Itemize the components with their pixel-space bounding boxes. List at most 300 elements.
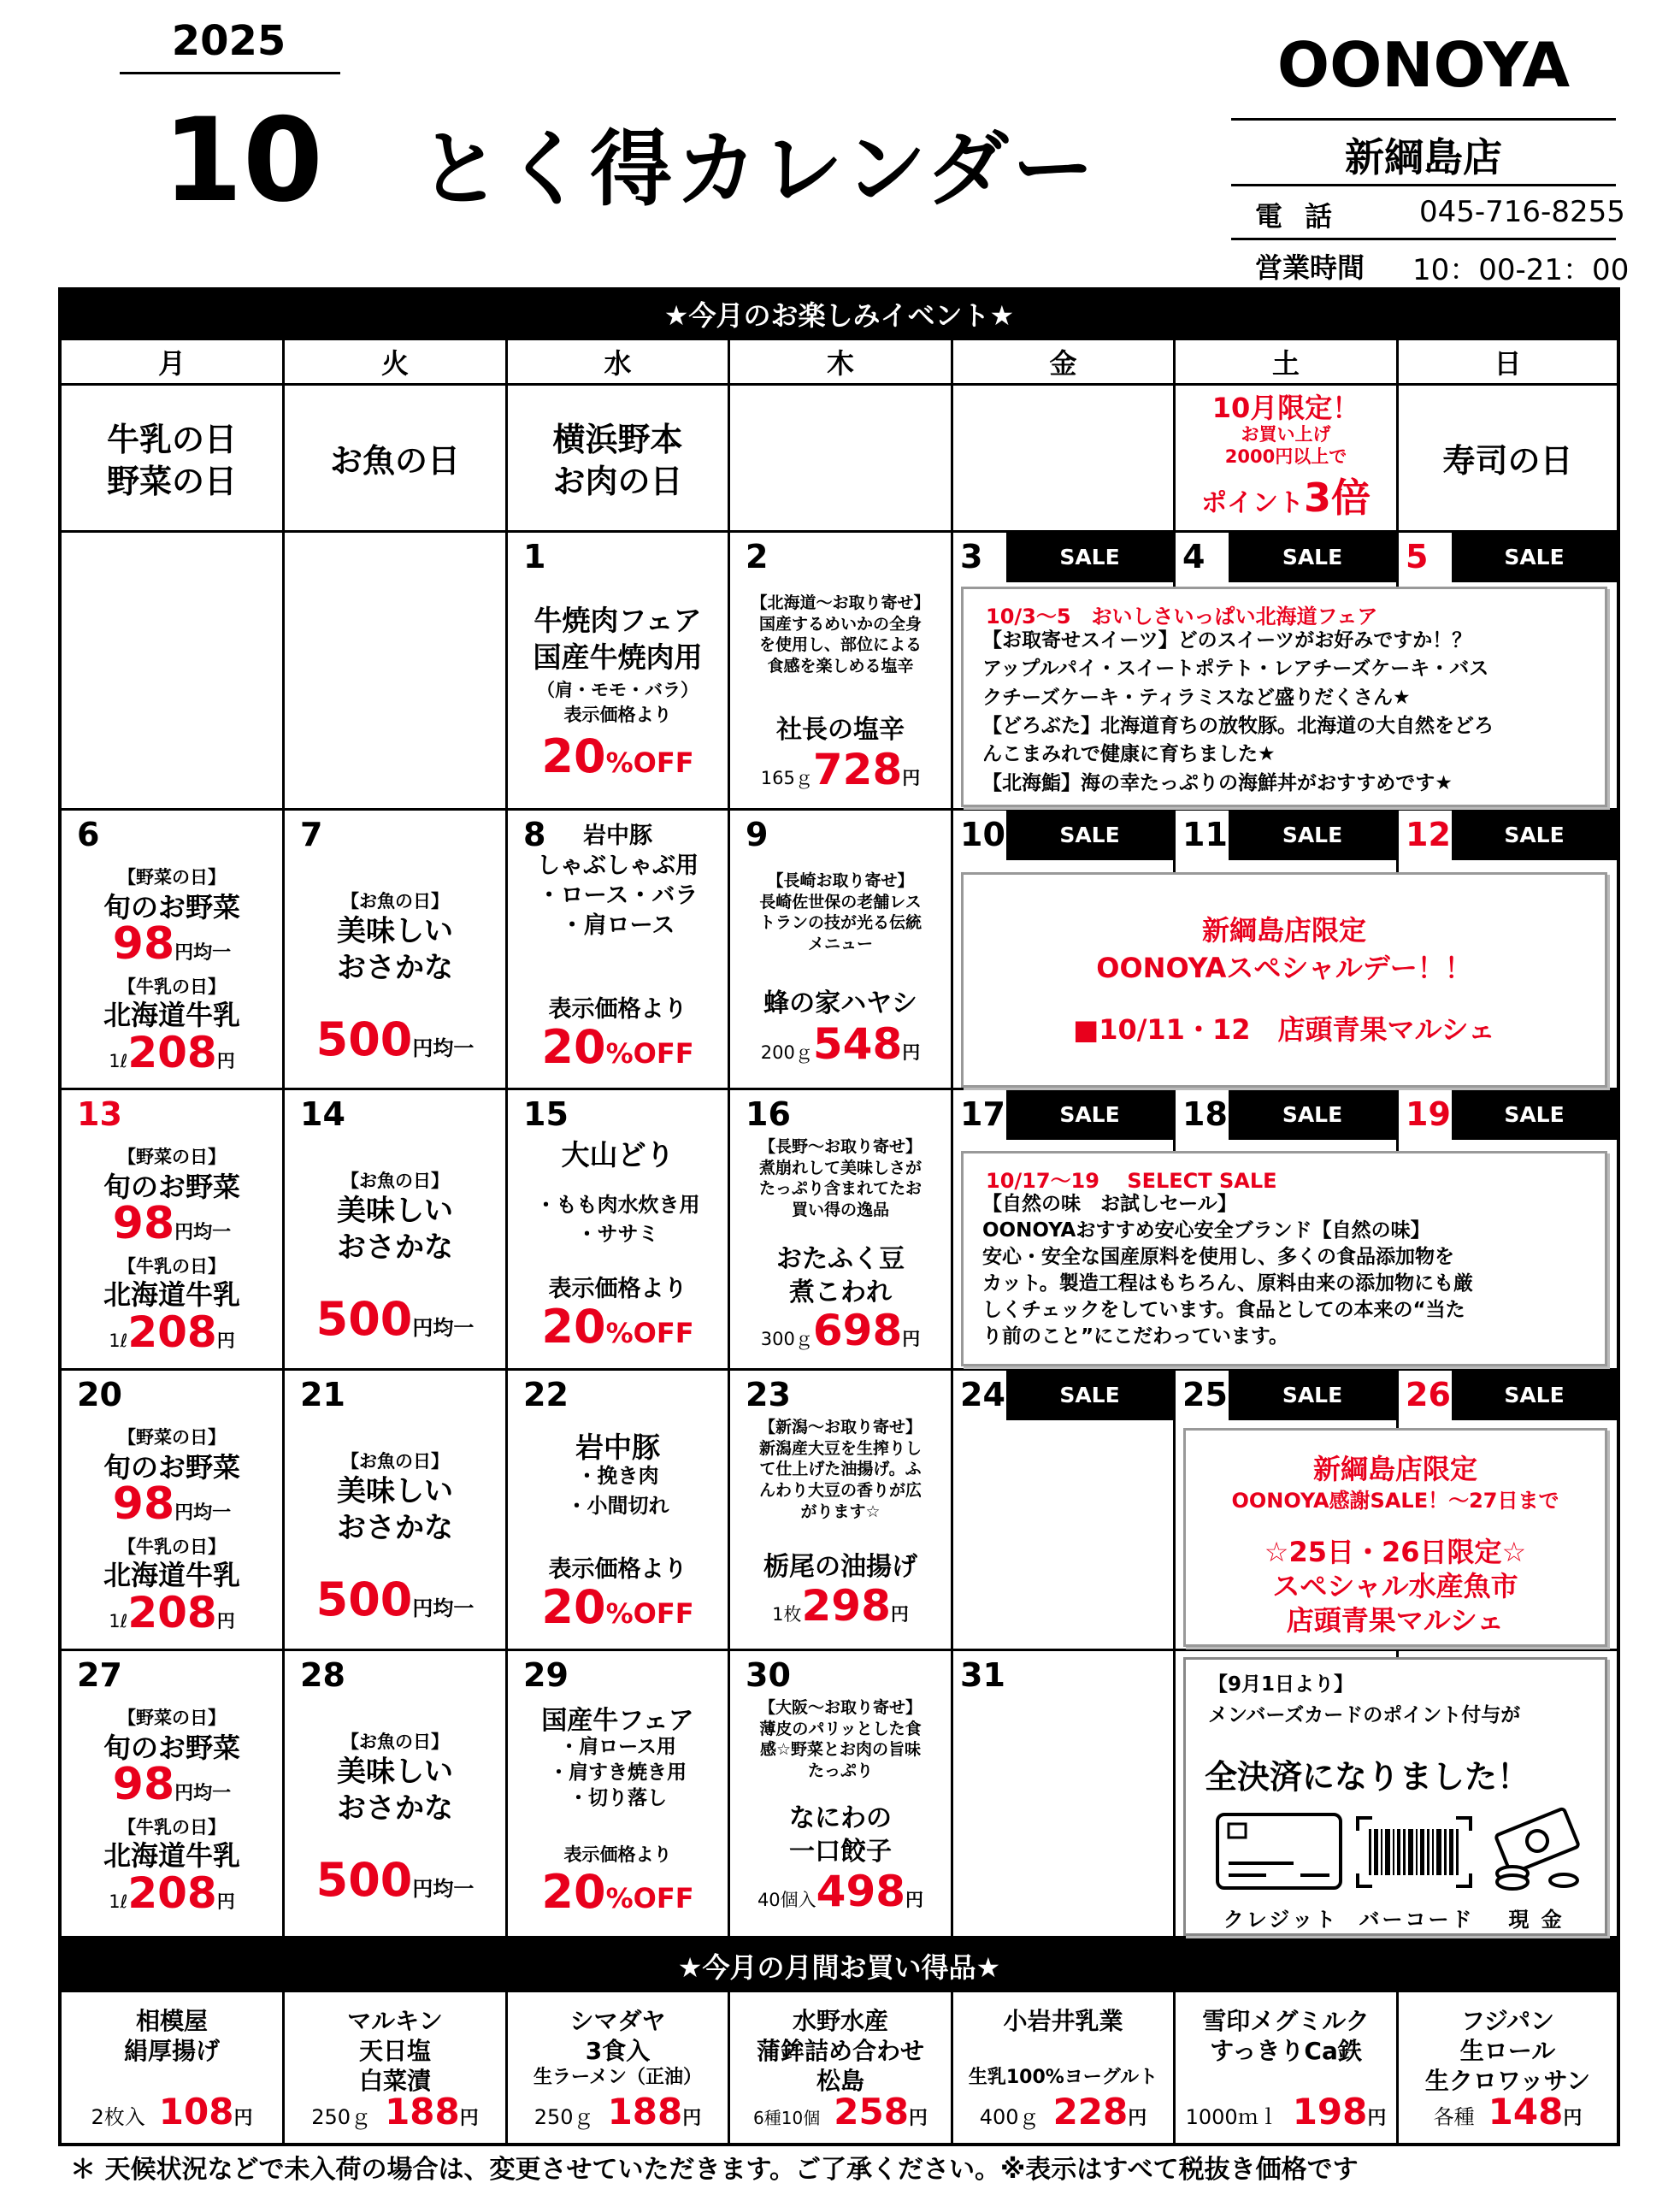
cash-label: 現 金 xyxy=(1508,1908,1565,1932)
item-name: なにわの xyxy=(789,1803,892,1833)
promo-text: 表示価格より xyxy=(563,1844,672,1865)
item-tag: 【お魚の日】 xyxy=(341,1732,449,1752)
item-tag: 【野菜の日】 xyxy=(118,867,226,888)
item-tag: 【長野～お取り寄せ】 xyxy=(758,1137,922,1156)
sale-badge: SALE xyxy=(1229,1371,1396,1420)
sale-badge: SALE xyxy=(1452,533,1617,582)
item-name: 社長の塩辛 xyxy=(776,715,905,745)
day-cell xyxy=(953,533,1173,584)
day-number: 30 xyxy=(746,1656,791,1694)
day-number: 2 xyxy=(746,538,769,575)
sale-badge: SALE xyxy=(1229,533,1396,582)
weekday-fri: 金 xyxy=(1049,347,1077,380)
day-cell xyxy=(953,1371,1173,1422)
box-text: んこまみれで健康に育ちました★ xyxy=(982,743,1276,766)
deal-item xyxy=(1399,1994,1617,2146)
day-cell xyxy=(285,1651,505,1936)
day-cell xyxy=(62,1371,282,1649)
box-text: 【9月1日より】 xyxy=(1208,1673,1354,1696)
day-number: 22 xyxy=(523,1376,569,1413)
item-desc: メニュー xyxy=(807,935,873,954)
item-tag: 【牛乳の日】 xyxy=(118,1537,226,1557)
box-title: 新綱島店限定 xyxy=(1201,914,1366,947)
day-number: 4 xyxy=(1182,538,1205,575)
day-cell xyxy=(1399,1090,1617,1142)
day-cell xyxy=(285,1371,505,1649)
promo-text: ・ロース・バラ xyxy=(537,882,699,910)
deal-text xyxy=(953,2036,1173,2066)
item-desc: たっぷり xyxy=(807,1761,873,1781)
box-text: 【どろぶた】北海道育ちの放牧豚。北海道の大自然をどろ xyxy=(982,715,1494,738)
price-unit: 円 xyxy=(902,1042,921,1063)
item-tag: 【北海道～お取り寄せ】 xyxy=(751,593,930,612)
day-cell xyxy=(508,811,728,1088)
box-text: アップルパイ・スイートポテト・レアチーズケーキ・バス xyxy=(982,658,1489,681)
price-unit: 円均一 xyxy=(174,942,232,964)
day-cell xyxy=(1399,811,1617,862)
promo-text: ・切り落し xyxy=(569,1786,667,1809)
day-number: 17 xyxy=(960,1095,1005,1133)
discount-value: 20 xyxy=(541,1300,606,1354)
deal-size: 400ｇ xyxy=(979,2105,1040,2129)
tel-label: 電話 xyxy=(1255,200,1355,233)
price-unit: 円 xyxy=(905,1890,924,1910)
day-number: 11 xyxy=(1182,816,1228,853)
day-cell xyxy=(62,811,282,1088)
discount-unit: %OFF xyxy=(605,746,694,779)
hokkaido-fair-box xyxy=(961,587,1607,807)
barcode-label: バーコード xyxy=(1359,1908,1475,1932)
day-cell xyxy=(730,1651,951,1936)
item-size: 1枚 xyxy=(772,1604,802,1625)
credit-label: クレジット xyxy=(1223,1908,1339,1932)
day-number: 16 xyxy=(746,1095,791,1133)
deal-text: 生ロール xyxy=(1459,2037,1556,2065)
item-name: おさかな xyxy=(337,1230,453,1265)
item-price: 208 xyxy=(127,1868,217,1918)
price-unit: 円 xyxy=(216,1611,235,1631)
item-name: 煮こわれ xyxy=(789,1277,892,1307)
item-name: 旬のお野菜 xyxy=(103,891,240,923)
deal-item xyxy=(730,1994,951,2146)
promo-text: 国産牛フェア xyxy=(541,1706,694,1736)
event-mon xyxy=(62,419,282,504)
day-cell xyxy=(1176,1090,1396,1142)
branch-name: 新綱島店 xyxy=(1345,134,1502,180)
item-name: 北海道牛乳 xyxy=(103,1559,240,1591)
price-unit: 円均一 xyxy=(174,1222,232,1243)
divider xyxy=(1231,118,1616,121)
barcode-icon xyxy=(1355,1815,1473,1889)
price-unit: 円均一 xyxy=(412,1036,475,1060)
promo-text: 国産牛焼肉用 xyxy=(533,640,703,674)
item-size: 1ℓ xyxy=(109,1611,128,1631)
event-text: 野菜の日 xyxy=(106,463,237,501)
event-sat xyxy=(1176,392,1396,522)
item-name: 北海道牛乳 xyxy=(103,1278,240,1311)
item-tag: 【野菜の日】 xyxy=(118,1708,226,1728)
item-desc: 感☆野菜とお肉の旨味 xyxy=(759,1740,922,1760)
item-tag: 【牛乳の日】 xyxy=(118,1817,226,1838)
item-name: 旬のお野菜 xyxy=(103,1171,240,1203)
price-unit: 円 xyxy=(459,2108,479,2129)
deal-item xyxy=(62,1994,282,2146)
event-text: 横浜野本 xyxy=(552,421,683,458)
item-desc: 煮崩れして美味しさが xyxy=(758,1158,922,1177)
price-unit: 円 xyxy=(902,1329,921,1349)
weekday-mon: 月 xyxy=(157,347,186,380)
box-title: OONOYAスペシャルデー！！ xyxy=(1096,952,1472,984)
item-price: 498 xyxy=(816,1867,906,1916)
promo-text: 表示価格より xyxy=(563,705,672,726)
item-price: 548 xyxy=(812,1019,903,1069)
divider xyxy=(1231,184,1616,186)
item-price: 98 xyxy=(112,1478,175,1530)
item-price: 698 xyxy=(812,1306,903,1355)
day-cell xyxy=(285,1090,505,1368)
item-tag: 【野菜の日】 xyxy=(118,1147,226,1167)
day-cell xyxy=(953,1651,1173,1936)
promo-text: 表示価格より xyxy=(548,996,687,1023)
calendar xyxy=(58,287,1620,1939)
deal-item xyxy=(508,1994,728,2146)
item-desc: たっぷり含まれてたお xyxy=(758,1179,922,1199)
event-sun: 寿司の日 xyxy=(1442,442,1573,480)
sale-badge: SALE xyxy=(1006,1090,1173,1140)
day-number: 23 xyxy=(746,1376,791,1413)
price-unit: 円 xyxy=(1367,2108,1387,2129)
deal-price: 188 xyxy=(607,2091,683,2133)
day-number: 26 xyxy=(1406,1376,1451,1413)
promo-text: 表示価格より xyxy=(548,1556,687,1583)
select-sale-box xyxy=(961,1151,1607,1366)
day-number: 7 xyxy=(300,816,323,853)
monthly-bar: ★今月の月間お買い得品★ xyxy=(62,1943,1617,1992)
box-text: ■10/11・12 店頭青果マルシェ xyxy=(1072,1013,1496,1046)
deal-item xyxy=(285,1994,505,2146)
footer-note: ＊ 天候状況などで未入荷の場合は、変更させていただきます。ご了承ください。※表示はすべて税抜き価格です xyxy=(70,2155,1359,2185)
cash-icon xyxy=(1490,1807,1584,1896)
box-text: スペシャル水産魚市 xyxy=(1272,1570,1518,1602)
promo-text: 岩中豚 xyxy=(575,1431,660,1464)
item-size: 40個入 xyxy=(757,1890,816,1910)
store-name: OONOYA xyxy=(1276,29,1571,101)
item-tag: 【お魚の日】 xyxy=(341,1171,449,1191)
item-name: 旬のお野菜 xyxy=(103,1732,240,1764)
deal-text: 絹厚揚げ xyxy=(123,2037,220,2065)
item-desc: がります☆ xyxy=(800,1502,881,1521)
deal-size: 1000ｍｌ xyxy=(1185,2105,1279,2129)
price-unit: 円均一 xyxy=(412,1316,475,1340)
discount-value: 20 xyxy=(541,729,606,783)
deal-text: 白菜漬 xyxy=(358,2067,431,2095)
deal-size: 6種10個 xyxy=(753,2108,821,2128)
deal-price: 198 xyxy=(1292,2091,1368,2133)
weekday-wed: 水 xyxy=(604,347,632,380)
promo-text: ・肩すき焼き用 xyxy=(549,1761,687,1784)
deal-text: 天日塩 xyxy=(358,2037,431,2065)
item-desc: 新潟産大豆を生搾りし xyxy=(758,1438,922,1458)
item-name: 北海道牛乳 xyxy=(103,1839,240,1872)
thanks-sale-box xyxy=(1183,1428,1607,1647)
promo-text: 表示価格より xyxy=(548,1276,687,1302)
item-desc: 買い得の逸品 xyxy=(791,1201,889,1220)
deal-text: シマダヤ xyxy=(569,2007,666,2035)
deal-size: 250ｇ xyxy=(311,2105,372,2129)
sale-badge: SALE xyxy=(1006,1371,1173,1420)
day-number: 29 xyxy=(523,1656,569,1694)
promo-text: ・挽き肉 xyxy=(576,1464,659,1488)
day-cell xyxy=(508,1651,728,1936)
item-tag: 【お魚の日】 xyxy=(341,1451,449,1472)
day-number: 13 xyxy=(77,1095,122,1133)
deal-item xyxy=(953,1994,1173,2146)
item-name: 栃尾の油揚げ xyxy=(763,1552,917,1582)
item-desc: 食感を楽しめる塩辛 xyxy=(767,657,914,676)
price-unit: 円 xyxy=(682,2108,702,2129)
day-cell xyxy=(62,1651,282,1936)
item-desc: トランの技が光る伝統 xyxy=(758,913,922,933)
event-text: ポイント xyxy=(1200,487,1304,518)
price-unit: 円 xyxy=(216,1331,235,1351)
box-text: ☆25日・26日限定☆ xyxy=(1264,1536,1527,1568)
item-price: 208 xyxy=(127,1028,217,1077)
box-text: OONOYAおすすめ安心安全ブランド【自然の味】 xyxy=(982,1219,1430,1242)
promo-text: しゃぶしゃぶ用 xyxy=(537,853,699,880)
day-number: 18 xyxy=(1182,1095,1228,1133)
promo-text: 牛焼肉フェア xyxy=(533,604,702,637)
deal-text: 3食入 xyxy=(585,2037,651,2065)
box-text: カット。製造工程はもちろん、原料由来の添加物にも厳 xyxy=(982,1272,1474,1295)
item-desc: を使用し、部位による xyxy=(758,635,922,655)
item-price: 500 xyxy=(315,1292,413,1346)
item-tag: 【野菜の日】 xyxy=(118,1427,226,1448)
deal-size: 2枚入 xyxy=(91,2105,145,2129)
item-name: おさかな xyxy=(337,950,453,985)
deal-price: 258 xyxy=(834,2091,909,2133)
item-desc: 国産するめいかの全身 xyxy=(758,614,922,634)
day-number: 27 xyxy=(77,1656,122,1694)
deal-item xyxy=(1176,1994,1396,2146)
price-unit: 円 xyxy=(216,1891,235,1912)
deal-price: 188 xyxy=(385,2091,460,2133)
item-name: 一口餃子 xyxy=(789,1837,892,1867)
sale-badge: SALE xyxy=(1452,811,1617,860)
sale-badge: SALE xyxy=(1006,811,1173,860)
discount-unit: %OFF xyxy=(605,1037,694,1070)
day-cell xyxy=(508,533,728,808)
day-number: 15 xyxy=(523,1095,569,1133)
year-underline xyxy=(120,72,340,74)
box-text: しくチェックをしています。食品としての本来の“当た xyxy=(982,1299,1465,1322)
item-price: 98 xyxy=(112,1759,175,1810)
item-size: 1ℓ xyxy=(109,1891,128,1912)
deal-text: 生クロワッサン xyxy=(1424,2067,1591,2095)
deal-text: 生ラーメン（正油） xyxy=(533,2067,702,2088)
year: 2025 xyxy=(171,17,286,65)
item-desc: て仕上げた油揚げ。ふ xyxy=(759,1460,922,1479)
day-number: 24 xyxy=(960,1376,1005,1413)
promo-text: ・ササミ xyxy=(576,1221,659,1246)
box-text: 安心・安全な国産原料を使用し、多くの食品添加物を xyxy=(982,1246,1454,1269)
item-name: 美味しい xyxy=(337,1755,453,1789)
day-number: 10 xyxy=(960,816,1005,853)
divider xyxy=(1231,238,1616,240)
day-cell xyxy=(1176,811,1396,862)
item-price: 208 xyxy=(127,1307,217,1357)
weekday-sat: 土 xyxy=(1271,347,1300,380)
box-text: 店頭青果マルシェ xyxy=(1286,1604,1505,1637)
item-price: 500 xyxy=(315,1572,413,1626)
item-desc: 長崎佐世保の老舗レス xyxy=(759,892,922,912)
event-text: 牛乳の日 xyxy=(106,421,237,458)
item-price: 728 xyxy=(812,745,903,794)
day-number: 8 xyxy=(523,816,546,853)
box-title: 全決済になりました！ xyxy=(1205,1758,1530,1796)
promo-text: ・肩ロース xyxy=(560,912,675,940)
promo-text: 大山どり xyxy=(561,1138,675,1171)
day-number: 3 xyxy=(960,538,983,575)
price-unit: 円 xyxy=(1128,2108,1147,2129)
deal-text: フジパン xyxy=(1461,2007,1554,2035)
item-tag: 【牛乳の日】 xyxy=(118,1256,226,1277)
deal-text: 蒲鉾詰め合わせ xyxy=(756,2037,924,2065)
item-price: 298 xyxy=(801,1581,891,1631)
price-unit: 円 xyxy=(908,2108,928,2129)
special-day-box xyxy=(961,872,1607,1088)
price-unit: 円 xyxy=(216,1051,235,1071)
event-text: 3倍 xyxy=(1303,474,1371,521)
discount-value: 20 xyxy=(541,1020,606,1074)
item-size: 165ｇ xyxy=(760,768,813,788)
sale-badge: SALE xyxy=(1229,811,1396,860)
day-cell xyxy=(1176,1371,1396,1422)
item-price: 208 xyxy=(127,1588,217,1637)
day-number: 28 xyxy=(300,1656,345,1694)
item-tag: 【お魚の日】 xyxy=(341,891,449,912)
day-number: 20 xyxy=(77,1376,122,1413)
price-unit: 円均一 xyxy=(412,1596,475,1620)
day-cell xyxy=(953,1090,1173,1142)
day-cell xyxy=(730,533,951,808)
sale-badge: SALE xyxy=(1229,1090,1396,1140)
day-cell xyxy=(1399,533,1617,584)
item-price: 500 xyxy=(315,1853,413,1907)
price-unit: 円均一 xyxy=(174,1502,232,1524)
item-size: 1ℓ xyxy=(109,1051,128,1071)
promo-text: ・もも肉水炊き用 xyxy=(535,1193,700,1217)
item-desc: んわり大豆の香りが広 xyxy=(758,1481,922,1501)
box-title: 10/3～5 おいしさいっぱい北海道フェア xyxy=(986,605,1378,628)
discount-value: 20 xyxy=(541,1580,606,1634)
price-unit: 円 xyxy=(233,2108,253,2129)
day-number: 9 xyxy=(746,816,769,853)
day-cell xyxy=(285,811,505,1088)
item-size: 300ｇ xyxy=(760,1329,813,1349)
hours-label: 営業時間 xyxy=(1255,251,1365,284)
item-size: 200ｇ xyxy=(760,1042,813,1063)
credit-card-icon xyxy=(1215,1812,1343,1891)
box-text: 【北海鮨】海の幸たっぷりの海鮮丼がおすすめです★ xyxy=(982,771,1453,794)
item-name: 美味しい xyxy=(337,914,453,948)
item-tag: 【大阪～お取り寄せ】 xyxy=(758,1698,922,1717)
event-tue: お魚の日 xyxy=(329,442,460,480)
item-tag: 【長崎お取り寄せ】 xyxy=(767,871,914,890)
day-cell xyxy=(508,1371,728,1649)
price-unit: 円 xyxy=(890,1604,909,1625)
day-cell xyxy=(62,1090,282,1368)
item-size: 1ℓ xyxy=(109,1331,128,1351)
item-name: 蜂の家ハヤシ xyxy=(763,988,917,1018)
item-name: 旬のお野菜 xyxy=(103,1451,240,1484)
box-text: クチーズケーキ・ティラミスなど盛りだくさん★ xyxy=(982,686,1411,709)
monthly-deals xyxy=(58,1939,1620,2146)
page-title: とく得カレンダー xyxy=(419,121,1098,217)
day-cell xyxy=(730,1371,951,1649)
day-number: 12 xyxy=(1406,816,1451,853)
day-cell xyxy=(730,811,951,1088)
box-text: OONOYA感謝SALE！～27日まで xyxy=(1231,1489,1559,1513)
day-number: 1 xyxy=(523,538,546,575)
item-price: 98 xyxy=(112,1198,175,1249)
day-number: 5 xyxy=(1406,538,1429,575)
item-tag: 【新潟～お取り寄せ】 xyxy=(758,1418,922,1437)
box-title: 新綱島店限定 xyxy=(1312,1453,1477,1485)
day-number: 19 xyxy=(1406,1095,1451,1133)
event-wed xyxy=(508,419,728,504)
event-text: 10月限定！ xyxy=(1211,392,1360,424)
deal-text: 生乳100%ヨーグルト xyxy=(968,2067,1158,2088)
item-desc: 薄皮のパリッとした食 xyxy=(759,1719,922,1738)
deal-price: 148 xyxy=(1488,2091,1564,2133)
members-card-box xyxy=(1183,1657,1607,1936)
deal-text: すっきりCa鉄 xyxy=(1210,2037,1362,2065)
item-price: 98 xyxy=(112,918,175,970)
discount-unit: %OFF xyxy=(605,1597,694,1630)
events-bar: ★今月のお楽しみイベント★ xyxy=(62,291,1617,340)
day-cell xyxy=(953,811,1173,862)
business-hours: 10：00-21：00 xyxy=(1412,253,1630,287)
item-tag: 【牛乳の日】 xyxy=(118,976,226,997)
box-text: メンバーズカードのポイント付与が xyxy=(1208,1703,1521,1726)
item-name: おさかな xyxy=(337,1791,453,1826)
event-text: お肉の日 xyxy=(552,463,683,501)
day-cell xyxy=(1176,533,1396,584)
weekday-thu: 木 xyxy=(826,347,854,380)
deal-text: 雪印メグミルク xyxy=(1202,2007,1370,2035)
deal-text: 松島 xyxy=(816,2067,864,2095)
deal-size: 250ｇ xyxy=(533,2105,594,2129)
event-text: 2000円以上で xyxy=(1224,445,1347,467)
day-cell xyxy=(1399,1371,1617,1422)
sale-badge: SALE xyxy=(1006,533,1173,582)
price-unit: 円均一 xyxy=(412,1877,475,1901)
price-unit: 円 xyxy=(1563,2108,1583,2129)
item-name: 北海道牛乳 xyxy=(103,999,240,1031)
event-text: お買い上げ xyxy=(1241,424,1331,445)
promo-text: ・肩ロース用 xyxy=(559,1736,676,1758)
discount-value: 20 xyxy=(541,1865,606,1919)
item-price: 500 xyxy=(315,1012,413,1066)
month-number: 10 xyxy=(162,93,323,227)
item-name: おたふく豆 xyxy=(776,1244,905,1274)
item-name: おさかな xyxy=(337,1510,453,1545)
item-name: 美味しい xyxy=(337,1194,453,1228)
price-unit: 円均一 xyxy=(174,1783,232,1804)
weekday-tue: 火 xyxy=(380,347,409,380)
deal-text: 水野水産 xyxy=(792,2007,888,2035)
day-number: 6 xyxy=(77,816,100,853)
